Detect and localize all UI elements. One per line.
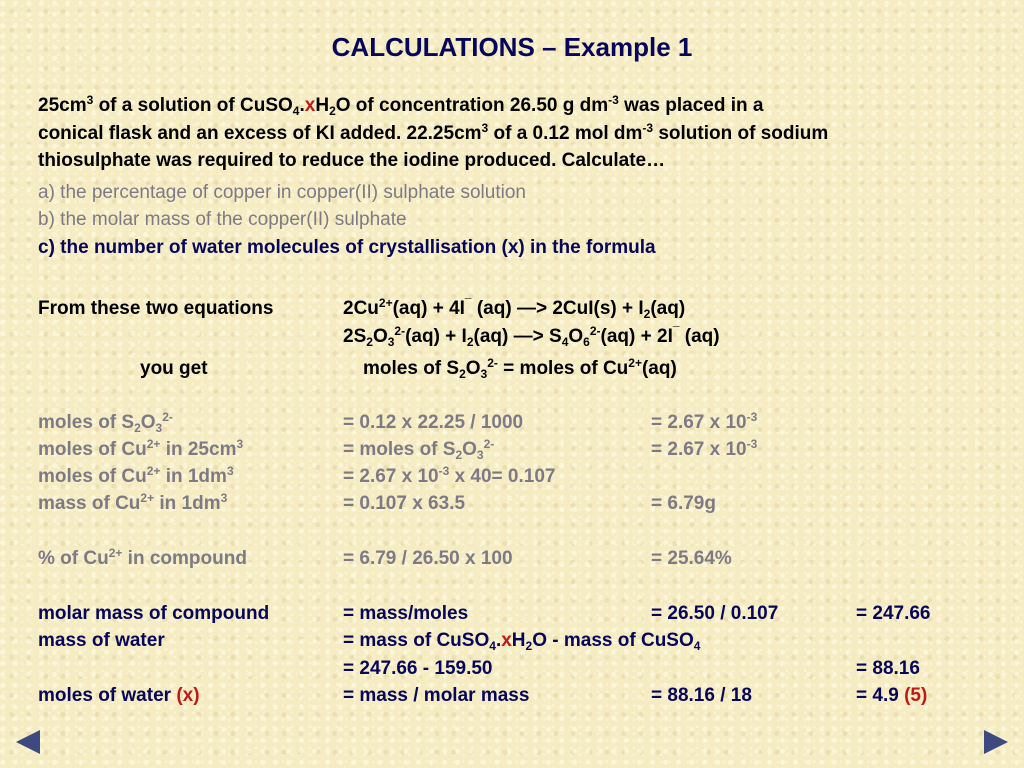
mass-water-label: mass of water — [38, 630, 165, 651]
calc-row-expression: = 2.67 x $10^{-3}$ x 40= 0.107 — [343, 464, 556, 487]
calc-row-label: moles of $Cu^{2+}$ in $25cm^3$ — [38, 437, 244, 460]
triangle-right-icon[interactable] — [984, 730, 1008, 754]
percent-result: = 25.64% — [651, 548, 732, 569]
calc-row-label: mass of $Cu^{2+}$ in $1dm^3$ — [38, 491, 228, 514]
intro-line-3: thiosulphate was required to reduce the iodine produced. Calculate… — [38, 150, 666, 171]
molar-mass-result: = 247.66 — [856, 603, 931, 624]
equation-1: $2Cu^{2+}(aq) + 4I^¯$ (aq) —> $2CuI(s) + I_2(aq)$ — [343, 296, 686, 321]
calc-row-result: = 6.79g — [651, 493, 716, 514]
calc-row-label: moles of $Cu^{2+}$ in $1dm^3$ — [38, 464, 234, 487]
moles-water-label: moles of water (x) — [38, 685, 200, 706]
calc-row-expression: = 0.107 x 63.5 — [343, 493, 466, 514]
intro-line-1: $25cm^3$ of a solution of $CuSO_4.xH_2O$ of concentration 26.50 g $dm^{-3}$ was placed in a — [38, 93, 764, 118]
equations-label: From these two equations — [38, 298, 274, 319]
molar-mass-calc: = 26.50 / 0.107 — [651, 603, 779, 624]
triangle-left-icon[interactable] — [16, 730, 40, 754]
calc-row-expression: = 0.12 x 22.25 / 1000 — [343, 412, 524, 433]
percent-expression: = 6.79 / 26.50 x 100 — [343, 548, 513, 569]
calc-row-label: moles of $S_2O_3^{2-}$ — [38, 410, 173, 435]
question-a: a) the percentage of copper in copper(II) sulphate solution — [38, 182, 526, 203]
question-c: c) the number of water molecules of crystallisation (x) in the formula — [38, 237, 656, 258]
equation-result: moles of $S_2O_3^{2-}$ = moles of $Cu^{2+}(aq)$ — [363, 356, 677, 381]
moles-water-calc: = 88.16 / 18 — [651, 685, 752, 706]
moles-water-result: = 4.9 (5) — [856, 685, 928, 706]
percent-label: % of $Cu^{2+}$ in compound — [38, 546, 247, 569]
molar-mass-expression: = mass/moles — [343, 603, 469, 624]
question-b: b) the molar mass of the copper(II) sulphate — [38, 209, 407, 230]
molar-mass-label: molar mass of compound — [38, 603, 270, 624]
mass-water-values: = 247.66 - 159.50 — [343, 658, 493, 679]
mass-water-result: = 88.16 — [856, 658, 920, 679]
you-get-label: you get — [140, 358, 208, 379]
page-title: CALCULATIONS – Example 1 — [331, 32, 693, 62]
intro-line-2: conical flask and an excess of KI added. $22.25cm^3$ of a 0.12 mol $dm^{-3}$ solution of sodium — [38, 121, 829, 144]
calc-row-expression: = moles of $S_2O_3^{2-}$ — [343, 437, 495, 462]
calc-row-result: = 2.67 x $10^{-3}$ — [651, 410, 758, 433]
equation-2: $2S_2O_3^{2-}(aq) + I_2(aq)$ —> $S_4O_6^{2-}(aq) + 2I^¯$ (aq) — [343, 324, 720, 349]
calc-row-result: = 2.67 x $10^{-3}$ — [651, 437, 758, 460]
moles-water-expression: = mass / molar mass — [343, 685, 530, 706]
mass-water-expression: = mass of $CuSO_4.xH_2O$ - mass of CuSO$_4$ — [343, 630, 701, 653]
